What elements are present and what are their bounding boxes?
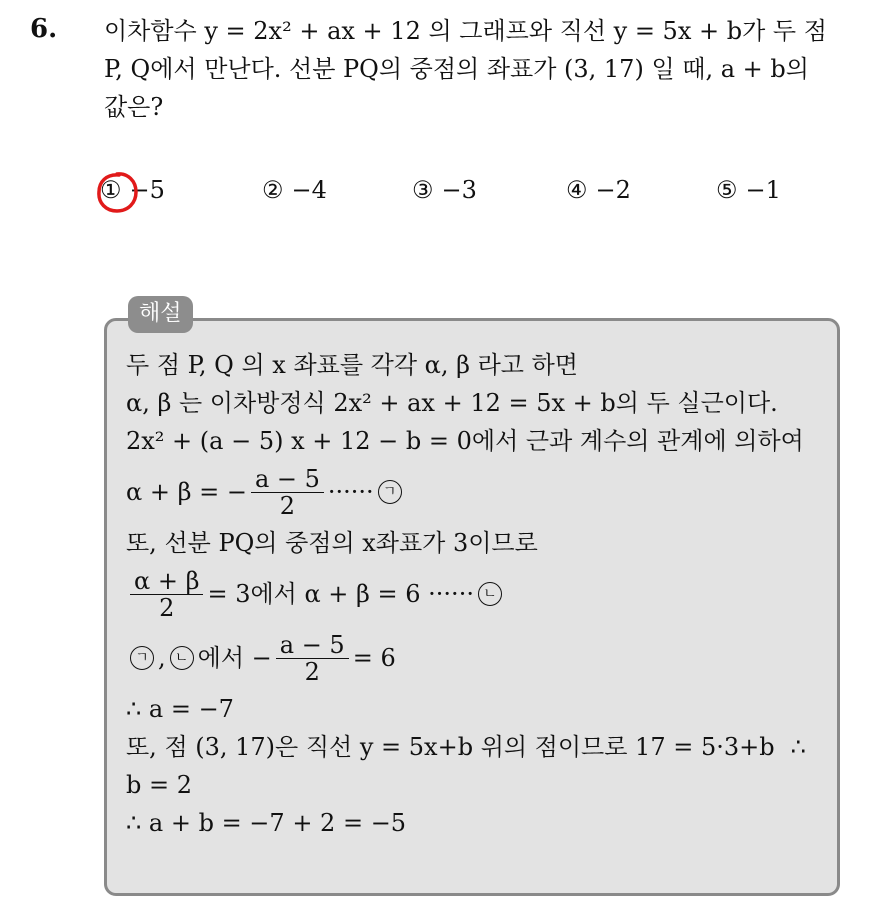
choice-4-number: ④: [566, 176, 588, 204]
eq3-denominator: 2: [304, 657, 320, 686]
eq3-rhs: = 6: [352, 644, 396, 672]
question-line-3: 값은?: [104, 93, 164, 121]
solution-line-10: b = 2: [126, 771, 192, 799]
eq3-comma: ,: [158, 644, 166, 672]
circled-nieun-mark: ㄴ: [478, 582, 502, 606]
solution-content: [126, 346, 832, 842]
question-text: [104, 12, 864, 126]
choice-1[interactable]: [100, 176, 165, 204]
eq3-numerator: a − 5: [276, 632, 349, 659]
eq1-fraction: [251, 466, 324, 519]
choice-1-number: ①: [100, 176, 122, 204]
solution-line-9: [126, 728, 832, 766]
question-line-1: 이차함수 y = 2x² + ax + 12 의 그래프와 직선 y = 5x + b가 두 점: [104, 17, 827, 45]
solution-line-9-text: 또, 점 (3, 17)은 직선 y = 5x+b 위의 점이므로 17 = 5·3+b: [126, 733, 775, 761]
eq3-text: 에서 −: [197, 644, 272, 672]
choice-2-number: ②: [262, 176, 284, 204]
answer-choices: [100, 176, 820, 216]
question-number: 6.: [30, 14, 58, 44]
choice-5[interactable]: [716, 176, 781, 204]
eq2-rhs: = 3에서 α + β = 6 ······: [207, 580, 474, 608]
choice-1-value: −5: [129, 176, 165, 204]
solution-line-8: ∴ a = −7: [126, 695, 234, 723]
eq2-fraction: [130, 568, 203, 621]
choice-2-value: −4: [291, 176, 327, 204]
circled-nieun-ref: ㄴ: [170, 646, 194, 670]
solution-line-3: 2x² + (a − 5) x + 12 − b = 0에서 근과 계수의 관계에 의하여: [126, 427, 804, 455]
eq1-denominator: 2: [279, 491, 296, 520]
choice-3[interactable]: [412, 176, 477, 204]
choice-2[interactable]: [262, 176, 327, 204]
solution-line-5: 또, 선분 PQ의 중점의 x좌표가 3이므로: [126, 529, 538, 557]
eq3-fraction: [276, 632, 349, 685]
eq1-lhs: α + β = −: [126, 478, 247, 506]
eq2-denominator: 2: [159, 593, 175, 622]
solution-line-2: α, β 는 이차방정식 2x² + ax + 12 = 5x + b의 두 실근이다.: [126, 389, 778, 417]
solution-equation-1: [126, 460, 832, 524]
choice-5-value: −1: [745, 176, 781, 204]
eq1-numerator: a − 5: [251, 466, 324, 493]
solution-tag: 해설: [128, 296, 193, 333]
question-line-2: P, Q에서 만난다. 선분 PQ의 중점의 좌표가 (3, 17) 일 때, a + b의: [104, 55, 809, 83]
choice-5-number: ⑤: [716, 176, 738, 204]
selected-circle-mark: [95, 170, 139, 214]
solution-line-11: ∴ a + b = −7 + 2 = −5: [126, 809, 407, 837]
circled-giyeok-ref: ㄱ: [130, 646, 154, 670]
circled-giyeok-mark: ㄱ: [378, 480, 402, 504]
therefore-symbol: ∴: [790, 733, 806, 761]
solution-line-1: 두 점 P, Q 의 x 좌표를 각각 α, β 라고 하면: [126, 351, 578, 379]
eq2-numerator: α + β: [130, 568, 203, 595]
solution-equation-3: [126, 626, 832, 690]
solution-equation-2: [126, 562, 832, 626]
choice-4[interactable]: [566, 176, 631, 204]
choice-3-number: ③: [412, 176, 434, 204]
eq1-dots: ······: [327, 478, 374, 506]
choice-4-value: −2: [595, 176, 631, 204]
choice-3-value: −3: [441, 176, 477, 204]
